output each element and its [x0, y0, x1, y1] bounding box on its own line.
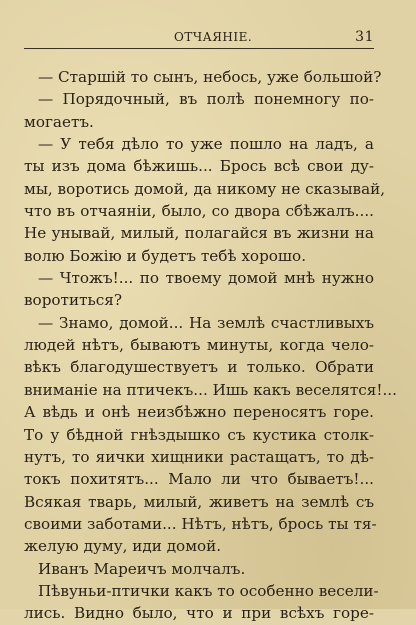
text-line: нутъ, то яички хищники растащатъ, то дѣ-: [24, 447, 374, 466]
body-text: [24, 66, 397, 625]
text-line: ты изъ дома бѣжишь... Брось всѣ свои ду-: [24, 157, 374, 176]
text-line: людей нѣтъ, бываютъ минуты, когда чело-: [24, 336, 374, 355]
text-line: — У тебя дѣло то уже пошло на ладъ, а: [38, 135, 374, 154]
page-number: 31: [355, 29, 374, 45]
text-line: лись. Видно было, что и при всѣхъ горе-: [24, 604, 374, 623]
text-line: Не унывай, милый, полагайся въ жизни на: [24, 224, 374, 243]
running-title: ОТЧАЯНІЕ.: [174, 30, 253, 44]
text-line: что въ отчаяніи, было, со двора сбѣжалъ....: [24, 202, 374, 221]
text-line: Иванъ Мареичъ молчалъ.: [38, 559, 246, 578]
text-line: — Старшій то сынъ, небось, уже большой?: [38, 68, 382, 86]
text-line: токъ похитятъ... Мало ли что бываетъ!...: [24, 470, 374, 489]
text-line: могаетъ.: [24, 112, 94, 131]
text-line: А вѣдь и онѣ неизбѣжно переносятъ горе.: [24, 403, 374, 422]
page-header: [24, 30, 380, 48]
text-line: вниманіе на птичекъ... Ишь какъ веселятся!...: [24, 380, 397, 399]
text-line: мы, воротись домой, да никому не сказывай,: [24, 179, 386, 198]
text-line: воротиться?: [24, 291, 122, 310]
text-line: волю Божію и будетъ тебѣ хорошо.: [24, 246, 307, 265]
text-line: То у бѣдной гнѣздышко съ кустика столк-: [24, 425, 374, 444]
text-line: — Порядочный, въ полѣ понемногу по-: [38, 90, 374, 109]
text-line: вѣкъ благодушествуетъ и только. Обрати: [24, 358, 374, 377]
text-line: желую думу, иди домой.: [24, 537, 222, 556]
text-line: — Знамо, домой... На землѣ счастливыхъ: [38, 313, 374, 332]
header-rule: [24, 48, 374, 49]
text-line: своими заботами... Нѣтъ, нѣтъ, брось ты тя-: [24, 514, 377, 533]
text-line: Пѣвуньи-птички какъ то особенно весели-: [38, 581, 379, 600]
text-line: Всякая тварь, милый, живетъ на землѣ съ: [24, 492, 374, 511]
text-line: — Чтожъ!... по твоему домой мнѣ нужно: [38, 269, 374, 288]
